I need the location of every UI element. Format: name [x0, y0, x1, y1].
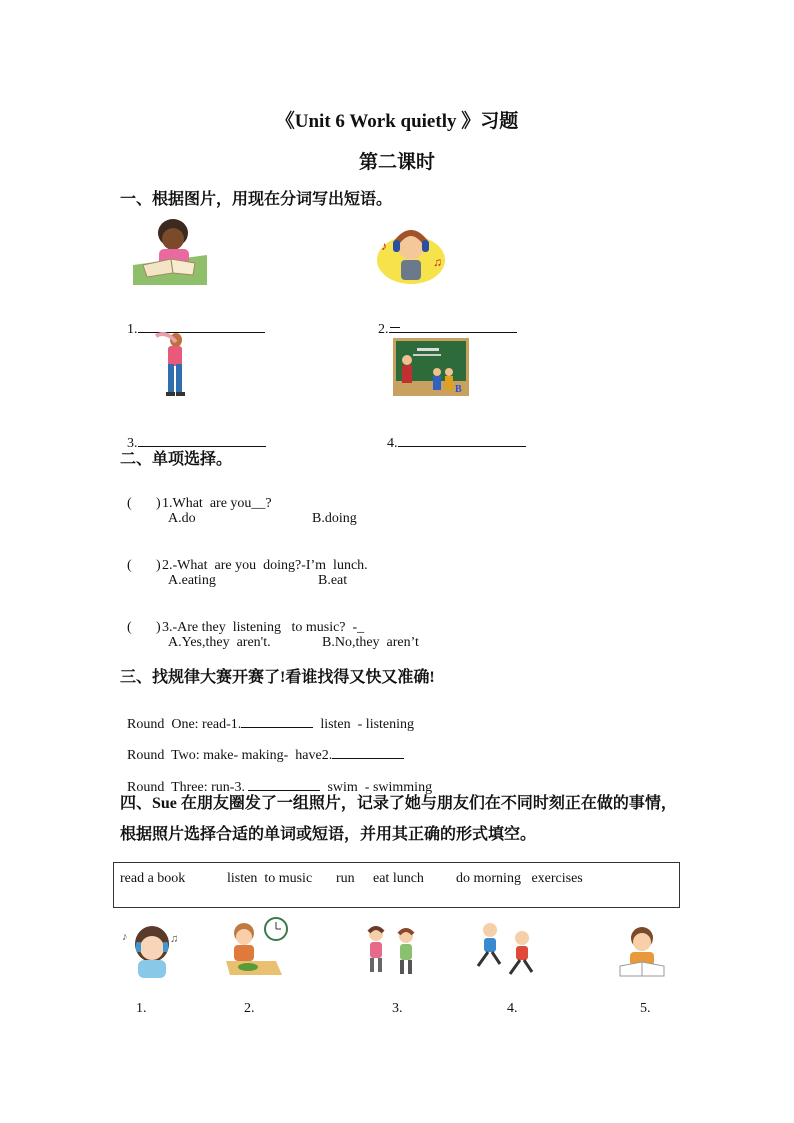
- item-1-number: 1.: [127, 322, 138, 337]
- photo-number-5: 5.: [640, 1001, 651, 1016]
- section3-heading: 三、找规律大赛开赛了!看谁找得又快又准确!: [120, 669, 435, 686]
- round-three-tail: swim - swimming: [320, 780, 433, 795]
- classroom-blackboard-illustration: [393, 338, 469, 396]
- round-two: [120, 728, 404, 764]
- word-run: run: [336, 871, 355, 886]
- item-3-number: 3.: [127, 436, 138, 451]
- svg-text:♫: ♫: [170, 933, 179, 945]
- answer-blank-3[interactable]: [138, 432, 266, 447]
- word-listen-to-music: listen to music: [227, 871, 313, 886]
- paren-close: ): [156, 558, 161, 573]
- photo-number-4: 4.: [507, 1001, 518, 1016]
- paren-open: (: [127, 496, 132, 511]
- paren-open: (: [127, 620, 132, 635]
- exercising-girl-illustration: [146, 330, 194, 398]
- option-3a[interactable]: A.Yes,they aren't.: [168, 635, 271, 650]
- section4-heading-line1: 四、Sue 在朋友圈发了一组照片，记录了她与朋友们在不同时刻正在做的事情，: [120, 795, 677, 812]
- answer-blank-4[interactable]: [398, 432, 526, 447]
- svg-text:B: B: [455, 384, 462, 395]
- page-title: 《Unit 6 Work quietly 》习题: [275, 111, 519, 132]
- photo-number-3: 3.: [392, 1001, 403, 1016]
- photo-kids-running: [470, 918, 542, 980]
- paren-close: ): [156, 620, 161, 635]
- paren-open: (: [127, 558, 132, 573]
- photo-boy-reading: [612, 922, 670, 978]
- svg-text:♪: ♪: [381, 239, 387, 253]
- question-2: [120, 542, 368, 574]
- word-bank-box: [113, 862, 680, 908]
- round-two-text: Round Two: make- making- have2.: [127, 748, 333, 763]
- round-three-blank[interactable]: [248, 776, 320, 791]
- question-stem: 2.-What are you doing?-I’m lunch.: [162, 558, 368, 573]
- section1-heading: 一、根据图片，用现在分词写出短语。: [120, 191, 393, 208]
- headphones-girl-illustration: [375, 220, 447, 286]
- question-stem: 1.What are you__?: [162, 496, 272, 511]
- svg-text:♪: ♪: [122, 931, 128, 943]
- round-one-text: Round One: read-1.: [127, 717, 242, 732]
- round-one-tail: listen - listening: [313, 717, 415, 732]
- answer-blank-2[interactable]: [389, 318, 517, 333]
- round-three-text: Round Three: run-3.: [127, 780, 249, 795]
- option-1a[interactable]: A.do: [168, 511, 196, 526]
- option-2b[interactable]: B.eat: [318, 573, 348, 588]
- word-read-a-book: read a book: [120, 871, 186, 886]
- question-stem: 3.-Are they listening to music? -_: [162, 620, 365, 635]
- photo-number-1: 1.: [136, 1001, 147, 1016]
- photo-kids-exercise: [360, 922, 426, 978]
- photo-number-2: 2.: [244, 1001, 255, 1016]
- round-one-blank[interactable]: [241, 713, 313, 728]
- item-4-number: 4.: [387, 436, 398, 451]
- round-two-blank[interactable]: [332, 744, 404, 759]
- section4-heading-line2: 根据照片选择合适的单词或短语，并用其正确的形式填空。: [120, 826, 537, 843]
- option-3b[interactable]: B.No,they aren’t: [322, 635, 419, 650]
- photo-boy-lunch: [224, 915, 290, 979]
- paren-close: ): [156, 496, 161, 511]
- option-1b[interactable]: B.doing: [312, 511, 357, 526]
- question-3: [120, 604, 365, 636]
- word-eat-lunch: eat lunch: [373, 871, 424, 886]
- option-2a[interactable]: A.eating: [168, 573, 216, 588]
- page-subtitle: 第二课时: [358, 152, 435, 173]
- word-do-morning-exercises: do morning exercises: [456, 871, 583, 886]
- question-1: [120, 480, 272, 512]
- section2-heading: 二、单项选择。: [120, 451, 233, 468]
- item-2-number: 2.: [378, 322, 389, 337]
- reading-boy-illustration: [133, 215, 207, 285]
- stray-underline: [390, 327, 400, 328]
- photo-girl-music: [120, 920, 182, 980]
- svg-text:♫: ♫: [433, 255, 442, 269]
